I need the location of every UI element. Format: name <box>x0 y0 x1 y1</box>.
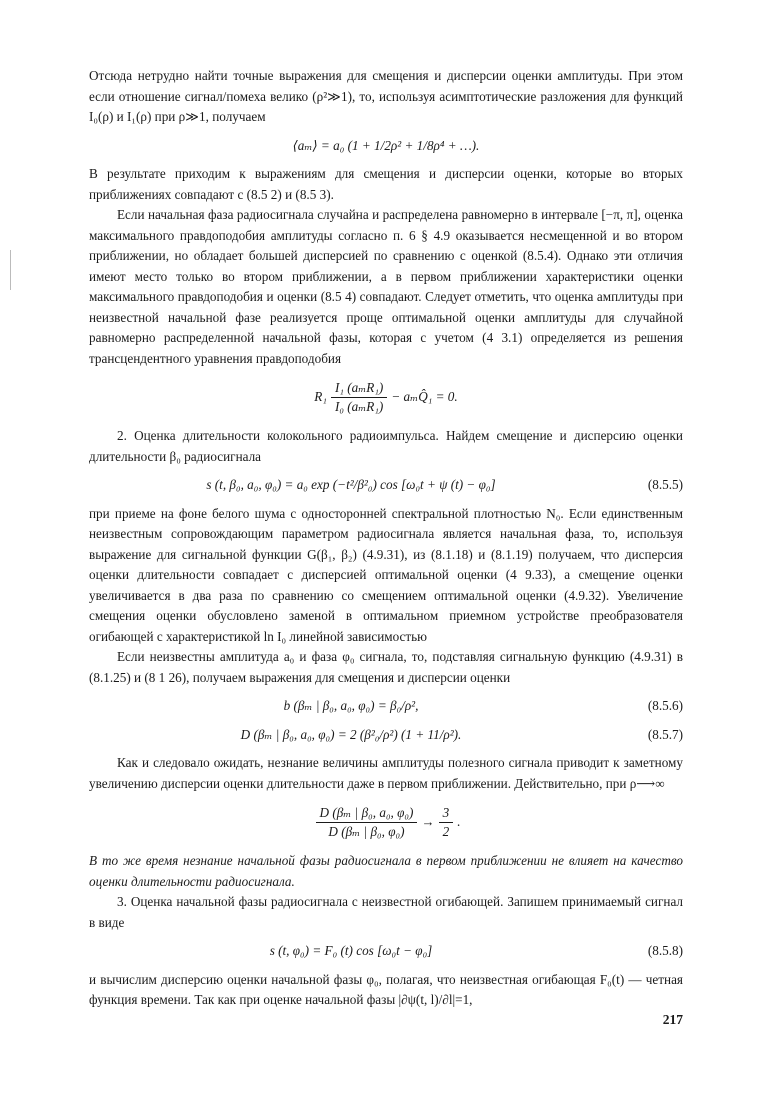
paragraph-6: Если неизвестны амплитуда a₀ и фаза φ₀ сигнала, то, подставляя сигнальную функцию (4.9.31) в (8.1.25) и (8 1 26), получаем выражения для смещения и дисперсии оценки <box>89 649 683 685</box>
paragraph-2: В результате приходим к выражениям для смещения и дисперсии оценки, которые во вторых приближениях совпадают с (8.5 2) и (8.5 3). <box>89 166 683 202</box>
equation-8-5-7 <box>89 725 683 746</box>
eq6-fraction-right <box>439 804 454 841</box>
eq6-arrow: → <box>421 814 435 830</box>
eq7-body: s (t, φ₀) = F₀ (t) cos [ω₀t − φ₀] <box>269 943 433 958</box>
equation-8-5-5 <box>89 475 683 496</box>
eq3-tag: (8.5.5) <box>647 477 683 492</box>
paragraph-5: при приеме на фоне белого шума с односторонней спектральной плотностью N₀. Если единственным неизвестным сопровождающим параметром радиосигнала является начальная фаза, то, используя выражение для сигнальной функции G(β₁, β₂) (4.9.31), из (8.1.18) и (8.1.19) получаем, что дисперсия оценки длительности совпадает с дисперсией оптимальной оценки (4 9.33), а смещение оценки увеличивается в два раза по сравнению со смещением оптимальной оценки (4.9.32). Увеличение смещения оценки обусловлено заменой в оптимальном приемном устройстве преобразователя огибающей с характеристикой ln I₀ линейной зависимостью <box>89 505 683 644</box>
eq2-suffix: − aₘQ̂₁ = 0. <box>391 389 458 405</box>
page-number: 217 <box>662 1011 683 1027</box>
paragraph-3: Если начальная фаза радиосигнала случайна и распределена равномерно в интервале [−π, π], оценка максимального правдоподобия амплитуды согласно п. 6 § 4.9 оказывается несмещенной и во втором приближении, но обладает большей дисперсией по сравнению с оценкой (8.5.4). Однако эти отличия имеют место только во втором приближении, а в первом приближении характеристики оценки максимального правдоподобия и оценки (8.5 4) совпадают. Следует отметить, что оценка амплитуды при неизвестной начальной фазе реализуется проще оптимальной оценки амплитуды для случайной равномерно распределенной начальной фазы, которая с учетом (4 3.1) определяется из решения трансцендентного уравнения правдоподобия <box>89 207 683 366</box>
eq6-fraction-left <box>316 804 418 841</box>
eq6-denominator: D (βₘ | β₀, φ₀) <box>328 824 405 839</box>
paragraph-9-section-3: 3. Оценка начальной фазы радиосигнала с неизвестной огибающей. Запишем принимаемый сигнал в виде <box>89 894 683 930</box>
paragraph-10: и вычислим дисперсию оценки начальной фазы φ₀, полагая, что неизвестная огибающая F₀(t) — четная функция времени. Так как при оценке начальной фазы |∂ψ(t, l)/∂l|=1, <box>89 971 683 1007</box>
eq2-denominator: I₀ (aₘR₁) <box>334 399 384 414</box>
paragraph-1: Отсюда нетрудно найти точные выражения для смещения и дисперсии оценки амплитуды. При этом если отношение сигнал/помеха велико (ρ²≫1), то, используя асимптотические разложения для функций I₀(ρ) и I₁(ρ) при ρ≫1, получаем <box>89 68 683 124</box>
eq5-body: D (βₘ | β₀, a₀, φ₀) = 2 (β²₀/ρ²) (1 + 11/ρ²). <box>240 726 462 742</box>
equation-8-5-8 <box>89 941 683 962</box>
equation-mean-amplitude: ⟨aₘ⟩ = a₀ (1 + 1/2ρ² + 1/8ρ⁴ + …). <box>292 137 480 153</box>
paragraph-8: В то же время незнание начальной фазы радиосигнала в первом приближении не влияет на качество оценки длительности радиосигнала. <box>89 853 683 889</box>
eq3-body: s (t, β₀, a₀, φ₀) = a₀ exp (−t²/β²₀) cos [ω₀t + ψ (t) − φ₀] <box>206 477 496 492</box>
eq4-body: b (βₘ | β₀, a₀, φ₀) = β₀/ρ², <box>283 698 419 713</box>
equation-likelihood <box>89 379 683 416</box>
paragraph-4-section-2: 2. Оценка длительности колокольного радиоимпульса. Найдем смещение и дисперсию оценки длительности β₀ радиосигнала <box>89 428 683 464</box>
equation-8-5-6 <box>89 696 683 717</box>
paragraph-7: Как и следовало ожидать, незнание величины амплитуды полезного сигнала приводит к заметному увеличению дисперсии оценки длительности даже в первом приближении. Действительно, при ρ⟶∞ <box>89 755 683 791</box>
eq5-tag: (8.5.7) <box>647 726 683 742</box>
eq6-right-numerator: 3 <box>439 804 454 823</box>
eq7-tag: (8.5.8) <box>647 943 683 958</box>
eq2-prefix: R₁ <box>314 389 327 405</box>
margin-mark <box>10 250 11 290</box>
eq2-fraction <box>331 379 387 416</box>
eq6-numerator: D (βₘ | β₀, a₀, φ₀) <box>316 804 418 823</box>
eq2-numerator: I₁ (aₘR₁) <box>331 379 387 398</box>
equation-variance-ratio <box>89 804 683 841</box>
eq4-tag: (8.5.6) <box>647 698 683 713</box>
eq6-right-denominator: 2 <box>442 824 450 839</box>
eq6-period: . <box>457 814 461 830</box>
